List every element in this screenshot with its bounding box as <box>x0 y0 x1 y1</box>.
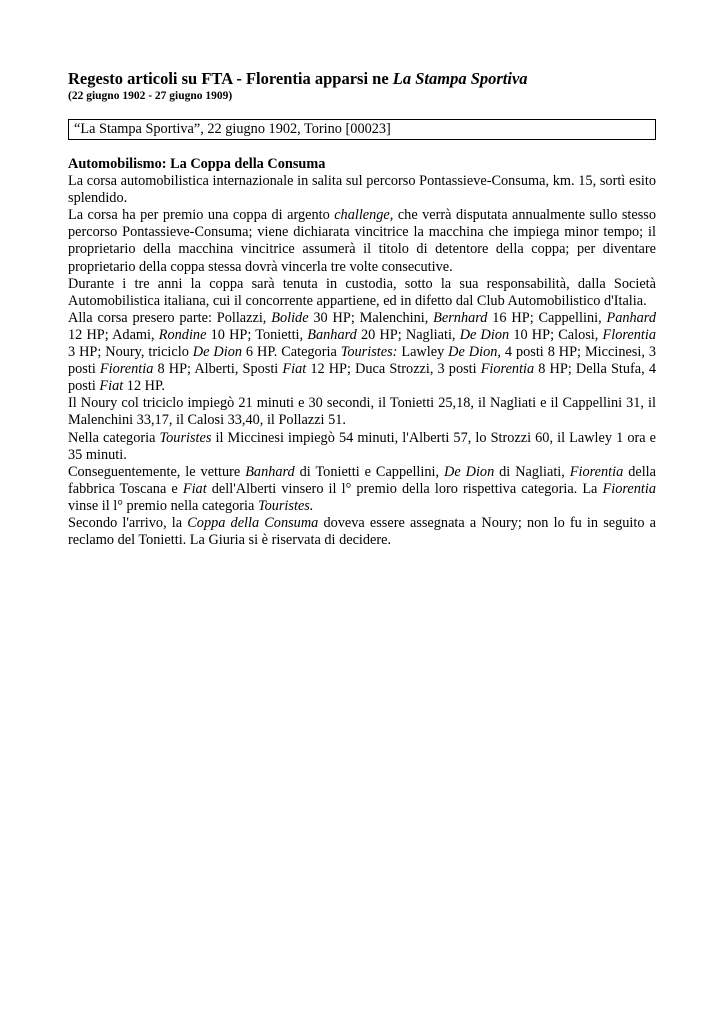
text-run: della fabbrica Toscana e <box>68 463 657 497</box>
document-page <box>68 69 656 549</box>
italic-run: Fiorentia <box>569 463 624 480</box>
article-paragraph <box>68 464 656 515</box>
article-paragraph <box>68 395 656 429</box>
italic-run: Fiorentia <box>480 361 535 378</box>
article-paragraph <box>68 207 656 275</box>
document-title <box>68 69 656 88</box>
text-run: 4 posti 8 HP; Miccinesi, 3 posti <box>68 344 656 378</box>
text-run: 20 HP; Nagliati, <box>356 326 460 343</box>
article-paragraph <box>68 173 656 207</box>
italic-run: Rondine <box>158 326 207 343</box>
italic-run: Touristes. <box>257 497 314 514</box>
source-citation-box <box>68 119 656 140</box>
text-run: Lawley <box>397 344 449 361</box>
article-paragraph <box>68 515 656 549</box>
italic-run: challenge, <box>334 207 394 224</box>
article-paragraph <box>68 276 656 310</box>
italic-run: Banhard <box>245 463 295 480</box>
text-run: Alla corsa presero parte: Pollazzi, <box>68 309 272 326</box>
text-run: Secondo l'arrivo, la <box>68 514 188 531</box>
italic-run: Fiorentia <box>602 480 656 497</box>
text-run: Nella categoria <box>68 429 160 446</box>
italic-run: Bernhard <box>433 309 488 326</box>
text-run: 16 HP; Cappellini, <box>487 309 607 326</box>
italic-run: Fiat <box>182 480 207 497</box>
italic-run: Banhard <box>307 326 357 343</box>
text-run: che verrà disputata annualmente sullo stesso percorso Pontassieve-Consuma; viene dichiarata vincitrice la macchina che impiega minor tempo; il proprietario della macchina vincitrice assumerà il titolo di detentore della coppa; per diventare proprietario della coppa stessa dovrà vincerla tre volte consecutive. <box>68 207 656 275</box>
italic-run: Bolide <box>271 309 309 326</box>
text-run: 10 HP; Calosi, <box>509 326 603 343</box>
text-run: La corsa ha per premio una coppa di argento <box>68 207 335 224</box>
document-date-range: (22 giugno 1902 - 27 giugno 1909) <box>68 90 233 102</box>
text-run: La corsa automobilistica internazionale in salita sul percorso Pontassieve-Consuma, km. 15, sortì esito splendido. <box>68 173 656 207</box>
italic-run: Touristes: <box>340 344 398 361</box>
italic-run: De Dion <box>444 463 495 480</box>
italic-run: Fiat <box>99 378 124 395</box>
text-run: Conseguentemente, le vetture <box>68 463 246 480</box>
source-citation: “La Stampa Sportiva”, 22 giugno 1902, Torino [00023] <box>74 121 391 137</box>
text-run: 30 HP; Malenchini, <box>308 309 434 326</box>
text-run: il Miccinesi impiegò 54 minuti, l'Alberti 57, lo Strozzi 60, il Lawley 1 ora e 35 minuti. <box>68 429 656 463</box>
document-title-text: Regesto articoli su FTA - Florentia apparsi ne <box>68 69 393 88</box>
italic-run: De Dion <box>192 344 242 361</box>
article-paragraph <box>68 430 656 464</box>
text-run: Durante i tre anni la coppa sarà tenuta in custodia, sotto la sua responsabilità, dalla Società Automobilistica italiana, cui il concorrente appartiene, ed in difetto dal Club Automobilistico d'Italia. <box>68 275 656 309</box>
text-run: 12 HP; Adami, <box>68 326 159 343</box>
italic-run: Fiat <box>282 361 307 378</box>
italic-run: Florentia <box>602 326 656 343</box>
text-run: 8 HP; Alberti, Sposti <box>153 361 283 378</box>
italic-run: Coppa della Consuma <box>187 514 319 531</box>
italic-run: De Dion, <box>448 344 501 361</box>
text-run: Il Noury col triciclo impiegò 21 minuti e 30 secondi, il Tonietti 25,18, il Nagliati e il Cappellini 31, il Malenchini 33,17, il Calosi 33,40, il Pollazzi 51. <box>68 395 656 429</box>
text-run: 3 HP; Noury, triciclo <box>68 344 193 361</box>
text-run: 8 HP; Della Stufa, 4 posti <box>68 361 656 395</box>
text-run: dell'Alberti vinsero il l° premio della loro rispettiva categoria. La <box>206 480 603 497</box>
document-title-publication: La Stampa Sportiva <box>392 69 528 88</box>
article-paragraph <box>68 310 656 395</box>
article-heading: Automobilismo: La Coppa della Consuma <box>68 156 326 172</box>
italic-run: De Dion <box>459 326 510 343</box>
text-run: di Nagliati, <box>494 463 570 480</box>
text-run: 10 HP; Tonietti, <box>206 326 308 343</box>
text-run: 12 HP. <box>123 378 165 395</box>
text-run: 6 HP. Categoria <box>242 344 341 361</box>
text-run: doveva essere assegnata a Noury; non lo fu in seguito a reclamo del Tonietti. La Giuria si è riservata di decidere. <box>68 514 656 549</box>
italic-run: Touristes <box>159 429 212 446</box>
text-run: 12 HP; Duca Strozzi, 3 posti <box>306 361 481 378</box>
text-run: vinse il l° premio nella categoria <box>68 497 258 514</box>
italic-run: Fiorentia <box>99 361 154 378</box>
text-run: di Tonietti e Cappellini, <box>294 463 445 480</box>
italic-run: Panhard <box>606 309 656 326</box>
article <box>68 156 656 549</box>
